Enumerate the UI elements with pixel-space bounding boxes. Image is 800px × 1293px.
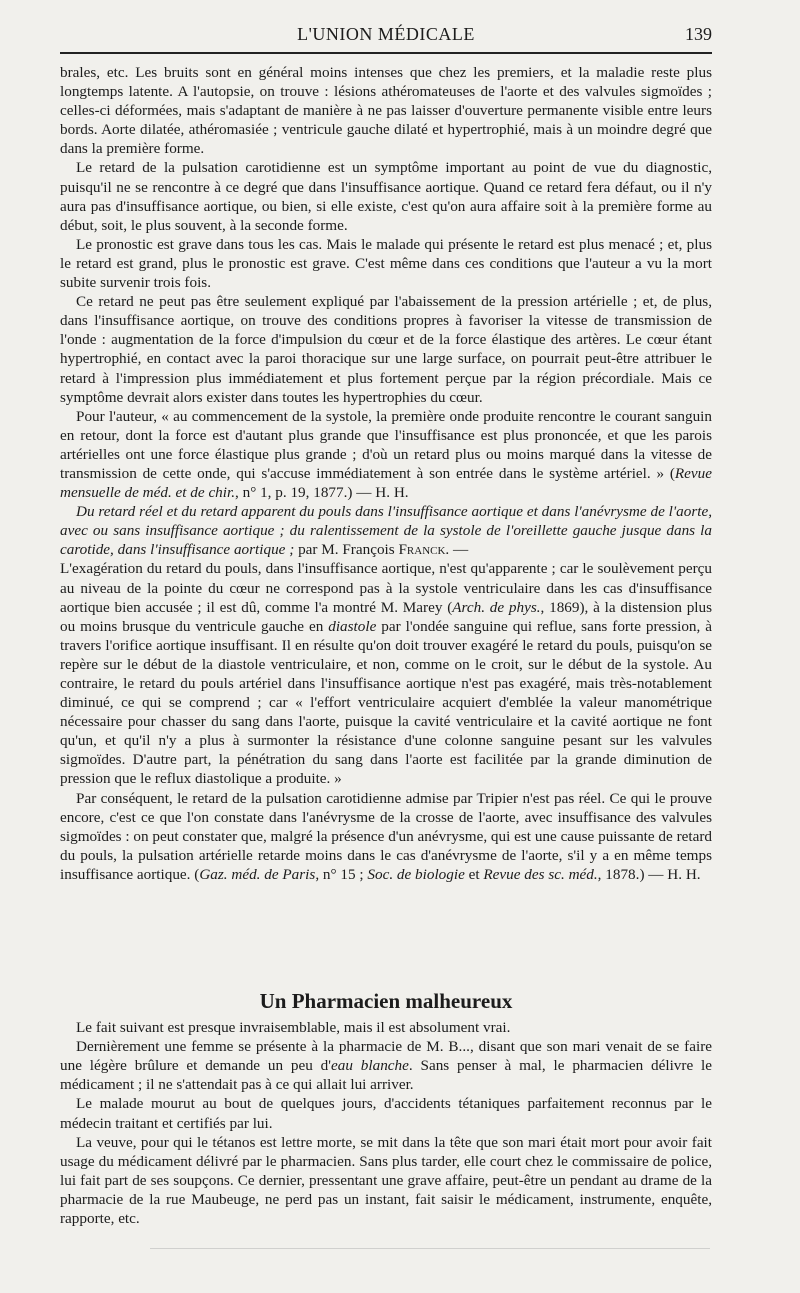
paragraph: Le fait suivant est presque invraisemblable, mais il est absolument vrai. <box>76 1019 511 1037</box>
section-title: Un Pharmacien malheureux <box>259 989 513 1014</box>
page-number: 139 <box>685 24 712 44</box>
journal-reference: Revue mensuelle de méd. et de chir. <box>60 464 712 502</box>
text-run: Dernièrement une femme se présente à la pharmacie de M. B..., disant que son mari venait de se faire une légère brûlure et demande un peu d' <box>60 1038 712 1075</box>
page-header <box>60 10 712 50</box>
paragraph: Le malade mourut au bout de quelques jours, d'accidents tétaniques parfaitement reconnus par le médecin traitant et certifiés par lui. <box>60 1095 712 1132</box>
text-run: et <box>464 865 484 883</box>
paragraph <box>60 559 712 788</box>
text-run: , 1869), à la distension plus ou moins brusque du ventricule gauche en <box>60 598 713 635</box>
text-run: par l'ondée sanguine qui reflue, sans forte pression, à travers l'orifice aortique insuffisant. Il en résulte qu'on doit trouver exagéré le retard du pouls, puisqu'on se repère sur le début de la diastole ventriculaire, et non, comme on le croit, sur le début de la systole. Au contraire, le retard du pouls artériel dans l'insuffisance aortique n'est pas exagéré, mais très-notablement diminué, ce qui se comprend ; car « l'effort ventriculaire acquiert d'emblée la valeur manométrique nécessaire pour chasser du sang dans l'aorte, puisque la cavité ventriculaire et la cavité aortique ne font qu'un, et qu'il n'y a plus à surmonter la résistance d'une colonne sanguine pesant sur les valvules sigmoïdes. D'autre part, la pénétration du sang dans l'aorte est facilitée par la grande diminution de pression que le reflux diastolique a produite. » <box>60 617 712 788</box>
byline: par M. François <box>294 541 399 559</box>
running-title: L'UNION MÉDICALE <box>297 24 475 44</box>
text-run: . Sans penser à mal, le pharmacien délivre le médicament ; il ne s'attendait pas à ce qui allait lui arriver. <box>60 1057 712 1094</box>
article-heading <box>60 502 712 559</box>
paragraph: La veuve, pour qui le tétanos est lettre morte, se mit dans la tête que son mari était mort pour avoir fait usage du médicament délivré par le pharmacien. Sans plus tarder, elle court chez le commissaire de police, lui fait part de ses soupçons. Ce dernier, pressentant une grave affaire, peut-être un pendant au drame de la pharmacie de la rue Maubeuge, ne perd pas un instant, fait saisir le médicament, instrumente, enquête, rapporte, etc. <box>60 1133 712 1227</box>
journal-reference: Arch. de phys. <box>452 598 541 616</box>
header-rule <box>60 52 712 54</box>
paragraph: brales, etc. Les bruits sont en général moins intenses que chez les premiers, et la maladie reste plus longtemps latente. A l'autopsie, on trouve : lésions athéromateuses de l'aorte et des valvules sigmoïdes ; celles-ci déformées, mais s'adaptant de manière à ne pas laisser d'ouverture permanente visible entre leurs bords. Aorte dilatée, athéromasiée ; ventricule gauche dilaté et hypertrophié, mais à un moindre degré que dans la première forme. <box>60 64 712 158</box>
text-run: L'exagération du retard du pouls, dans l'insuffisance aortique, n'est qu'apparente ; car le soulèvement perçu au niveau de la pointe du cœur ne correspond pas à la systole ventriculaire dans les cas d'insuffisance aortique bien accusée ; il est dû, comme l'a montré M. Marey ( <box>60 560 712 616</box>
paragraph: Le pronostic est grave dans tous les cas. Mais le malade qui présente le retard est plus menacé ; et, plus le retard est grand, plus le pronostic est grave. C'est même dans ces conditions que l'auteur a vu la mort subite survenir trois fois. <box>60 235 712 292</box>
paragraph: Le retard de la pulsation carotidienne est un symptôme important au point de vue du diagnostic, puisqu'il ne se rencontre à ce degré que dans l'insuffisance aortique. Quand ce retard fera défaut, ou il n'y aura pas d'insuffisance aortique, ou bien, si elle existe, c'est qu'on aura affaire soit à la première forme au début, soit, le plus souvent, à la seconde forme. <box>60 159 712 234</box>
journal-reference: Gaz. méd. de Paris <box>199 865 316 883</box>
paragraph <box>60 789 712 884</box>
paragraph <box>60 1037 712 1094</box>
bleed-through-line <box>150 1248 710 1265</box>
emphasis: diastole <box>328 617 377 635</box>
article-title: Du retard réel et du retard apparent du pouls dans l'insuffisance aortique et dans l'anévrysme de l'aorte, avec ou sans insuffisance aortique ; du ralentissement de la systole de l'oreillette gauche jusque dans la carotide, dans l'insuffisance aortique ; <box>60 503 712 559</box>
paragraph: Ce retard ne peut pas être seulement expliqué par l'abaissement de la pression artérielle ; et, de plus, dans l'insuffisance aortique, on trouve des conditions propres à favoriser la vitesse de transmission de l'onde : augmentation de la force d'impulsion du cœur et de la force élastique des artères. Le cœur étant hypertrophié, en contact avec la paroi thoracique sur une large surface, on pourrait peut-être attribuer le retard à l'impression plus immédiatement et plus fortement perçue par la région précordiale. Mais ce symptôme devrait alors exister dans toutes les hypertrophies du cœur. <box>60 293 712 406</box>
page-body <box>60 63 712 1228</box>
journal-reference: Revue des sc. méd. <box>483 865 598 883</box>
text-run: Pour l'auteur, « au commencement de la systole, la première onde produite rencontre le courant sanguin en retour, dont la force est d'autant plus grande que l'insuffisance est plus prononcée, et que les parois artérielles ont une force élastique plus grande ; d'où un retard plus ou moins marqué dans la vitesse de transmission de cette onde, qui s'accuse immédiatement à son entrée dans le système artériel. » ( <box>60 407 712 482</box>
journal-reference: Soc. de biologie <box>367 865 465 883</box>
text-run: , 1878.) — H. H. <box>597 865 701 883</box>
text-run: , n° 15 ; <box>315 865 368 883</box>
text-run: , n° 1, p. 19, 1877.) — H. H. <box>235 484 409 502</box>
author-name: Franck <box>398 541 446 559</box>
paragraph <box>60 407 712 502</box>
emphasis: eau blanche <box>331 1057 409 1075</box>
text-run: Par conséquent, le retard de la pulsation carotidienne admise par Tripier n'est pas réel. Ce qui le prouve encore, c'est ce que l'on constate dans l'anévrysme de la crosse de l'aorte, avec insuffisance des valvules sigmoïdes : on peut constater que, malgré la présence d'un anévrysme, qui est une cause puissante de retard du pouls, la pulsation artérielle retarde moins dans le cas d'anévrysme de l'aorte, s'il y a en même temps insuffisance aortique. ( <box>60 789 712 883</box>
byline-dash: . — <box>445 541 469 559</box>
